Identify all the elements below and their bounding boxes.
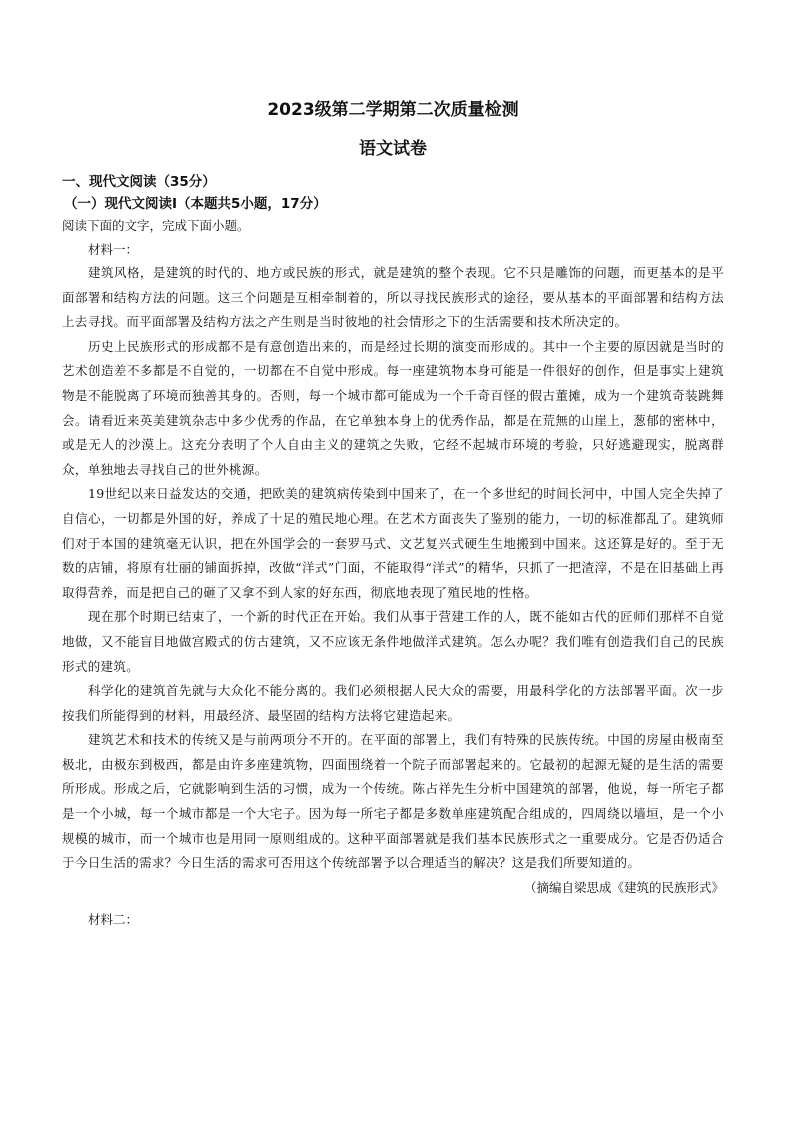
body-paragraph: 历史上民族形式的形成都不是有意创造出来的，而是经过长期的演变而形成的。其中一个主要的原因就是当时的艺术创造差不多都是不自觉的，一切都在不自觉中形成。每一座建筑物本身可能是一件很好的创作，但是事实上建筑物是不能脱离了环境而独善其身的。否则，每一个城市都可能成为一个千奇百怪的假古董摊，成为一个建筑奇装跳舞会。请看近来英美建筑杂志中多少优秀的作品，在它单独本身上的优秀作品，都是在荒無的山崖上，葱郁的密林中，或是无人的沙漠上。这充分表明了个人自由主义的建筑之失败，它经不起城市环境的考验，只好逃避现实，脱离群众，单独地去寻找自己的世外桃源。 [62,338,724,477]
material-two-label: 材料二： [88,911,139,927]
body-paragraph: 建筑风格，是建筑的时代的、地方或民族的形式，就是建筑的整个表现。它不只是雕饰的问题，而更基本的是平面部署和结构方法的问题。这三个问题是互相牵制着的，所以寻找民族形式的途径，要从基本的平面部署和结构方法上去寻找。而平面部署及结构方法之产生则是当时彼地的社会情形之下的生活需要和技术所决定的。 [62,265,724,330]
material-one-label: 材料一： [88,242,139,257]
body-paragraph: 19世纪以来日益发达的交通，把欧美的建筑病传染到中国来了，在一个多世纪的时间长河中，中国人完全失掉了自信心，一切都是外国的好，养成了十足的殖民地心理。在艺术方面丧失了鉴别的能力，一切的标准都乱了。建筑师们对于本国的建筑毫无认识，把在外国学会的一套罗马式、文艺复兴式硬生生地搬到中国来。这还算是好的。至于无数的店铺，将原有壮丽的铺面拆掉，改做“洋式”门面，不能取得“洋式”的精华，只抓了一把渣滓，不是在旧基础上再取得营养，而是把自己的砸了又拿不到人家的好东西，彻底地表现了殖民地的性格。 [62,486,724,600]
section-heading: 一、现代文阅读（35分） [62,174,216,190]
reading-instruction: 阅读下面的文字，完成下面小题。 [62,218,250,233]
body-paragraph: 科学化的建筑首先就与大众化不能分离的。我们必须根据人民大众的需要，用最科学化的方法部署平面。次一步按我们所能得到的材料，用最经济、最坚固的结构方法将它建造起来。 [62,683,724,723]
exam-subtitle: 语文试卷 [359,139,427,159]
body-paragraph: 建筑艺术和技术的传统又是与前两项分不开的。在平面的部署上，我们有特殊的民族传统。中国的房屋由极南至极北，由极东到极西，都是由许多座建筑物，四面围绕着一个院子而部署起来的。它最初的起源无疑的是生活的需要所形成。形成之后，它就影响到生活的习惯，成为一个传统。陈占祥先生分析中国建筑的部署，他说，每一所宅子都是一个小城，每一个城市都是一个大宅子。因为每一所宅子都是多数单座建筑配合组成的，四周绕以墙垣，是一个小规模的城市，而一个城市也是用同一原则组成的。这种平面部署就是我们基本民族形式之一重要成分。它是否仍适合于今日生活的需求？今日生活的需求可否用这个传统部署予以合理适当的解决？这是我们所要知道的。 [62,732,724,871]
body-paragraph: 现在那个时期已结束了，一个新的时代正在开始。我们从事于营建工作的人，既不能如古代的匠师们那样不自觉地做，又不能盲目地做宫殿式的仿古建筑，又不应该无条件地做洋式建筑。怎么办呢？我们唯有创造我们自己的民族形式的建筑。 [62,609,724,674]
source-citation: （摘编自梁思成《建筑的民族形式》 [523,879,724,895]
exam-title: 2023级第二学期第二次质量检测 [267,100,519,120]
subsection-heading: （一）现代文阅读I（本题共5小题，17分） [64,196,327,212]
